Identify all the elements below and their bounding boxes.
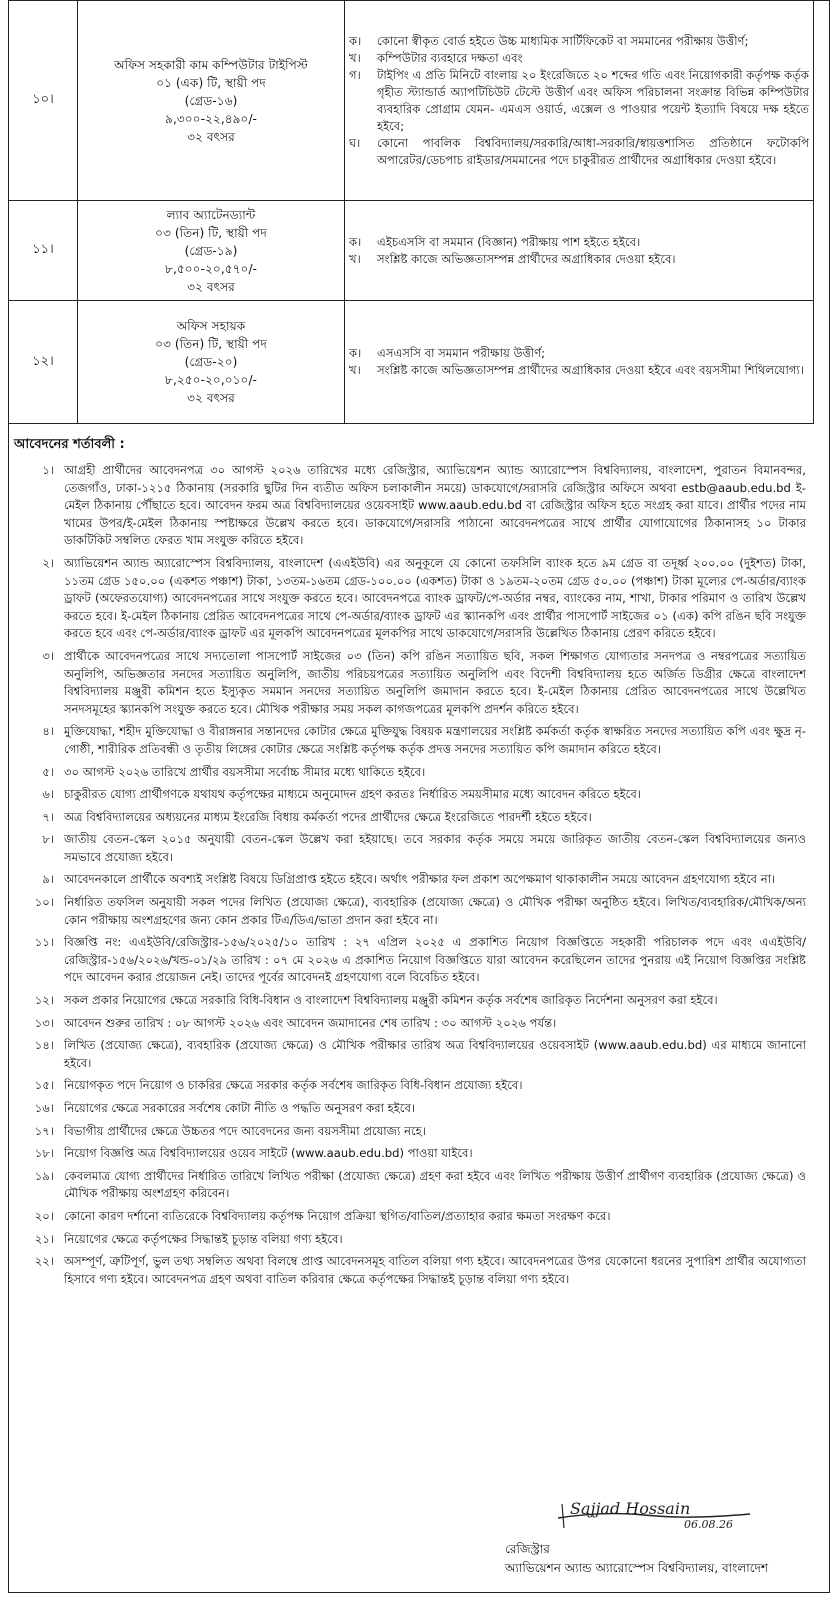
post-scale: ৯,৩০০-২২,৪৯০/- — [165, 111, 257, 126]
requirement — [349, 67, 809, 135]
requirement-text: এইচএসসি বা সমমান (বিজ্ঞান) পরীক্ষায় পাশ হইতে হইবে। — [377, 234, 641, 249]
requirement-text: কোনো পাবলিক বিশ্ববিদ্যালয়/সরকারি/আধা-সরকারি/স্বায়ত্তশাসিত প্রতিষ্ঠানে ফটোকপি অপারেটর/ডেচপাচ রাইডার/সমমানের পদে চাকুরীরত প্রার্থীদের অগ্রাধিকার দেওয়া হইবে। — [377, 135, 809, 167]
condition-item — [14, 723, 814, 758]
requirement-marker: ক। — [349, 33, 362, 48]
post-number: ১০। — [9, 1, 78, 201]
requirement-text: সংশ্লিষ্ট কাজে অভিজ্ঞতাসম্পন্ন প্রার্থীদের অগ্রাধিকার দেওয়া হইবে। — [377, 251, 676, 266]
condition-item — [14, 1231, 814, 1249]
post-details — [78, 201, 345, 301]
condition-number: ২২। — [34, 1254, 54, 1269]
post-requirements — [345, 301, 814, 424]
condition-text: লিখিত (প্রযোজ্য ক্ষেত্রে), ব্যবহারিক (প্রযোজ্য ক্ষেত্রে) ও মৌখিক পরীক্ষার তারিখ অত্র বিশ্ববিদ্যালয়ের ওয়েবসাইট (www.aaub.edu.bd) এর মাধ্যমে জানানো হইবে। — [64, 1038, 806, 1070]
condition-number: ১। — [42, 463, 54, 477]
condition-number: ৫। — [42, 764, 54, 779]
signer-organization: অ্যাভিয়েশন অ্যান্ড অ্যারোস্পেস বিশ্ববিদ্যালয়, বাংলাদেশ — [505, 1561, 768, 1575]
condition-item — [14, 831, 814, 866]
condition-number: ১২। — [34, 993, 54, 1008]
condition-item — [14, 764, 814, 782]
conditions-heading: আবেদনের শর্তাবলী : — [14, 437, 125, 452]
post-number: ১২। — [9, 301, 78, 424]
post-name: ল্যাব অ্যাটেনড্যান্ট — [166, 207, 256, 222]
requirement — [349, 50, 809, 67]
condition-text: অ্যাভিয়েশন অ্যান্ড অ্যারোস্পেস বিশ্ববিদ্যালয়, বাংলাদেশ (এএইউবি) এর অনুকূলে যে কোনো তফসিলি ব্যাংক হতে ৯ম গ্রেড বা তদূর্ধ্ব ২০০.০০ (দুইশত) টাকা, ১১তম গ্রেড ১৫০.০০ (একশত পঞ্চাশ) টাকা, ১৩তম-১৬তম গ্রেড-১০০.০০ (একশত) টাকা ও ১৯তম-২০তম গ্রেড ৫০.০০ (পঞ্চাশ) টাকা মূল্যের পে-অর্ডার/ব্যাংক ড্রাফট (অফেরতযোগ্য) আবেদনপত্রের সাথে সংযুক্ত করতে হবে। আবেদনপত্রে ব্যাংক ড্রাফট/পে-অর্ডার নম্বর, ব্যাংকের নাম, শাখা, টাকার পরিমাণ ও তারিখ উল্লেখ করতে হবে। ই-মেইল ঠিকানায় প্রেরিত আবেদনপত্রের সাথে পে-অর্ডার/ব্যাংক ড্রাফট এর স্ক্যানকপি এবং প্রার্থীর পাসপোর্ট সাইজের ০১ (এক) কপি রঙিন ছবি সংযুক্ত করতে হবে এবং পে-অর্ডার/ব্যাংক ড্রাফট এর মূলকপি আবেদনপত্রের মূলকপির সাথে ডাকযোগে/সরাসরি উল্লেখিত ঠিকানায় প্রেরণ করিতে হইবে। — [64, 555, 807, 641]
condition-number: ১৩। — [34, 1015, 54, 1030]
requirement-text: কম্পিউটার ব্যবহারে দক্ষতা এবং — [377, 50, 523, 65]
post-count: ০৩ (তিন) টি, স্থায়ী পদ — [155, 337, 267, 351]
condition-number: ১০। — [34, 895, 54, 910]
condition-text: নিয়োগকৃত পদে নিয়োগ ও চাকরির ক্ষেত্রে সরকার কর্তৃক সর্বশেষ জারিকৃত বিধি-বিধান প্রযোজ্য হইবে। — [64, 1078, 523, 1093]
condition-number: ২১। — [34, 1231, 54, 1246]
condition-item — [14, 809, 814, 827]
requirement-text: টাইপিং এ প্রতি মিনিটে বাংলায় ২০ ইংরেজিতে ২০ শব্দের গতি এবং নিয়োগকারী কর্তৃপক্ষ কর্তৃক গৃহীত স্ট্যান্ডার্ড অ্যাপটিচিউট টেস্টে উত্তীর্ণ এবং অফিস পরিচালনা সংক্রান্ত বিভিন্ন কম্পিউটার ব্যবহারিক প্রোগ্রাম যেমন- এমএস ওয়ার্ড, এক্সেল ও পাওয়ার পয়েন্ট ইত্যাদি বিষয়ে দক্ষ হইতে হইবে; — [377, 67, 809, 133]
requirement-text: কোনো স্বীকৃত বোর্ড হইতে উচ্চ মাধ্যমিক সার্টিফিকেট বা সমমানের পরীক্ষায় উত্তীর্ণ; — [377, 33, 749, 48]
condition-text: অত্র বিশ্ববিদ্যালয়ের অধ্যয়নের মাধ্যম ইংরেজি বিধায় কর্মকর্তা পদের প্রার্থীদের ক্ষেত্রে ইংরেজিতে পারদর্শী হইতে হইবে। — [64, 809, 592, 824]
condition-text: নিয়োগ বিজ্ঞপ্তি অত্র বিশ্ববিদ্যালয়ের ওয়েব সাইটে (www.aaub.edu.bd) পাওয়া যাইবে। — [64, 1146, 473, 1161]
condition-number: ১৭। — [34, 1123, 54, 1138]
post-grade: (গ্রেড-১৯) — [184, 243, 238, 258]
post-scale: ৮,২৫০-২০,০১০/- — [165, 373, 257, 387]
condition-number: ৯। — [42, 872, 54, 887]
table-row — [9, 201, 814, 301]
post-details — [78, 1, 345, 201]
condition-number: ৭। — [42, 809, 54, 824]
post-name: অফিস সহকারী কাম কম্পিউটার টাইপিস্ট — [114, 57, 308, 72]
condition-item — [14, 1100, 814, 1118]
requirement — [349, 251, 809, 268]
requirement-marker: খ। — [349, 50, 361, 65]
condition-item — [14, 786, 814, 804]
requirement-text: এসএসসি বা সমমান পরীক্ষায় উত্তীর্ণ; — [377, 346, 546, 360]
condition-item — [14, 648, 814, 718]
post-requirements — [345, 1, 814, 201]
condition-text: নিয়োগের ক্ষেত্রে কর্তৃপক্ষের সিদ্ধান্তই চূড়ান্ত বলিয়া গণ্য হইবে। — [64, 1231, 343, 1246]
signer-block — [505, 1540, 768, 1578]
condition-number: ১৪। — [34, 1038, 54, 1053]
signer-title: রেজিস্ট্রার — [505, 1542, 550, 1556]
post-name: অফিস সহায়ক — [176, 319, 246, 333]
conditions-list — [14, 462, 814, 1293]
condition-text: সকল প্রকার নিয়োগের ক্ষেত্রে সরকারি বিধি-বিধান ও বাংলাদেশ বিশ্ববিদ্যালয় মঞ্জুরী কমিশন কর্তৃক সর্বশেষ জারিকৃত নির্দেশনা অনুসরণ করা হইবে। — [64, 993, 718, 1008]
condition-text: আবেদনকালে প্রার্থীকে অবশ্যই সংশ্লিষ্ট বিষয়ে ডিগ্রিপ্রাপ্ত হইতে হইবে। অর্থাৎ পরীক্ষার ফল প্রকাশ অপেক্ষমাণ থাকাকালীন সময়ে আবেদন গ্রহণযোগ্য হইবে না। — [64, 872, 776, 887]
requirement — [349, 362, 809, 379]
handwritten-signature — [554, 1500, 754, 1530]
requirement-marker: ক। — [349, 234, 362, 249]
requirement-marker: খ। — [349, 251, 361, 266]
condition-number: ১৫। — [34, 1078, 54, 1093]
condition-text: নির্ধারিত তফসিল অনুযায়ী সকল পদের লিখিত (প্রযোজ্য ক্ষেত্রে), ব্যবহারিক (প্রযোজ্য ক্ষেত্রে) ও মৌখিক পরীক্ষা অনুষ্ঠিত হইবে। লিখিত/ব্যবহারিক/মৌখিক/অন্য কোন পরীক্ষায় অংশগ্রহণের জন্য কোন প্রকার টিএ/ডিএ/ভাতা প্রদান করা হইবে না। — [64, 895, 806, 927]
requirement — [349, 234, 809, 251]
condition-number: ১৮। — [34, 1146, 54, 1161]
condition-text: প্রার্থীকে আবেদনপত্রের সাথে সদ্যতোলা পাসপোর্ট সাইজের ০৩ (তিন) কপি রঙিন সত্যায়িত ছবি, সকল শিক্ষাগত যোগ্যতার সনদপত্র ও নম্বরপত্রের সত্যায়িত অনুলিপি, অভিজ্ঞতার সনদের সত্যায়িত অনুলিপি, জাতীয় পরিচয়পত্রের সত্যায়িত অনুলিপি এবং বিদেশী বিশ্ববিদ্যালয় হতে অর্জিত ডিগ্রীর ক্ষেত্রে বাংলাদেশ বিশ্ববিদ্যালয় মঞ্জুরী কমিশন হতে ইস্যুকৃত সমমান সনদের সত্যায়িত অনুলিপি জমাদান করতে হবে। ই-মেইল ঠিকানায় প্রেরিত আবেদনপত্রের সাথে উল্লেখিত সনদসমূহের স্ক্যানকপি সংযুক্ত করতে হবে। মৌখিক পরীক্ষার সময় সকল কাগজপত্রের মূলকপি প্রদর্শন করিতে হইবে। — [64, 648, 806, 716]
requirement — [349, 135, 809, 169]
condition-text: বিজ্ঞপ্তি নং: এএইউবি/রেজিস্ট্রার-১৫৬/২০২৫/১০ তারিখ : ২৭ এপ্রিল ২০২৫ এ প্রকাশিত নিয়োগ বিজ্ঞপ্তিতে সহকারী পরিচালক পদে এবং এএইউবি/রেজিস্ট্রার-১৫৬/২০২৬/খন্ড-০১/২৯ তারিখ : ০৭ মে ২০২৬ এ প্রকাশিত নিয়োগ বিজ্ঞপ্তিতে যারা আবেদন করেছিলেন তাদের পুনরায় এই নিয়োগ বিজ্ঞপ্তির সংশ্লিষ্ট পদে আবেদন করার প্রয়োজন নেই। তাদের পূর্বের আবেদনই গ্রহণযোগ্য বলে বিবেচিত হইবে। — [64, 935, 806, 985]
condition-number: ২০। — [34, 1208, 54, 1223]
requirement-marker: গ। — [349, 67, 361, 82]
condition-item — [14, 462, 814, 550]
condition-item — [14, 1208, 814, 1226]
condition-item — [14, 871, 814, 889]
condition-text: চাকুরীরত যোগ্য প্রার্থীগণকে যথাযথ কর্তৃপক্ষের মাধ্যমে অনুমোদন গ্রহণ করতঃ নির্ধারিত সময়সীমার মধ্যে আবেদন করিতে হইবে। — [64, 787, 641, 802]
condition-text: ৩০ আগস্ট ২০২৬ তারিখে প্রার্থীর বয়সসীমা সর্বোচ্চ সীমার মধ্যে থাকিতে হইবে। — [64, 764, 426, 779]
condition-item — [14, 1123, 814, 1141]
condition-item — [14, 992, 814, 1010]
post-requirements — [345, 201, 814, 301]
post-age: ৩২ বৎসর — [187, 391, 235, 405]
condition-item — [14, 934, 814, 987]
condition-number: ১১। — [34, 935, 54, 950]
table-row — [9, 1, 814, 201]
post-number: ১১। — [9, 201, 78, 301]
requirement-marker: ক। — [349, 346, 362, 360]
condition-item — [14, 1168, 814, 1203]
condition-number: ১৯। — [34, 1168, 54, 1183]
condition-item — [14, 1077, 814, 1095]
condition-item — [14, 555, 814, 643]
requirement-text: সংশ্লিষ্ট কাজে অভিজ্ঞতাসম্পন্ন প্রার্থীদের অগ্রাধিকার দেওয়া হইবে এবং বয়সসীমা শিথিলযোগ্য। — [377, 363, 804, 377]
signature-date: 06.08.26 — [684, 1518, 733, 1530]
post-age: ৩২ বৎসর — [187, 279, 235, 294]
post-count: ০১ (এক) টি, স্থায়ী পদ — [156, 75, 266, 90]
condition-number: ৩। — [42, 648, 54, 663]
post-details — [78, 301, 345, 424]
condition-text: কোনো কারণ দর্শানো ব্যতিরেকে বিশ্ববিদ্যালয় কর্তৃপক্ষ নিয়োগ প্রক্রিয়া স্থগিত/বাতিল/প্রত্যাহার করার ক্ষমতা সংরক্ষণ করে। — [64, 1208, 611, 1223]
condition-text: জাতীয় বেতন-স্কেল ২০১৫ অনুযায়ী বেতন-স্কেল উল্লেখ করা হইয়াছে। তবে সরকার কর্তৃক সময়ে সময়ে জারিকৃত জাতীয় বেতন-স্কেল বিশ্ববিদ্যালয়ের জন্যও সমভাবে প্রযোজ্য হইবে। — [64, 832, 806, 864]
post-grade: (গ্রেড-২০) — [184, 355, 238, 369]
condition-text: নিয়োগের ক্ষেত্রে সরকারের সর্বশেষ কোটা নীতি ও পদ্ধতি অনুসরণ করা হইবে। — [64, 1101, 416, 1115]
requirement-marker: ঘ। — [349, 135, 361, 150]
post-count: ০৩ (তিন) টি, স্থায়ী পদ — [155, 225, 267, 240]
condition-number: ৬। — [42, 787, 54, 802]
post-grade: (গ্রেড-১৬) — [184, 93, 238, 108]
condition-number: ৪। — [42, 724, 54, 739]
condition-item — [14, 894, 814, 929]
posts-table — [8, 0, 814, 424]
condition-number: ১৬। — [34, 1101, 54, 1115]
condition-text: মুক্তিযোদ্ধা, শহীদ মুক্তিযোদ্ধা ও বীরাঙ্গনার সন্তানদের কোটার ক্ষেত্রে মুক্তিযুদ্ধ বিষয়ক মন্ত্রণালয়ের সংশ্লিষ্ট কর্মকর্তা কর্তৃক স্বাক্ষরিত সনদের সত্যায়িত কপি এবং ক্ষুদ্র নৃ-গোষ্ঠী, শারীরিক প্রতিবন্ধী ও তৃতীয় লিঙ্গের কোটার ক্ষেত্রে সংশ্লিষ্ট কর্তৃপক্ষ কর্তৃক প্রদত্ত সনদের সত্যায়িত কপি জমাদান করিতে হইবে। — [64, 724, 806, 756]
condition-text: বিভাগীয় প্রার্থীদের ক্ষেত্রে উচ্চতর পদে আবেদনের জন্য বয়সসীমা প্রযোজ্য নহে। — [64, 1123, 426, 1138]
condition-item — [14, 1015, 814, 1033]
post-scale: ৮,৫০০-২০,৫৭০/- — [165, 261, 257, 276]
requirement — [349, 345, 809, 362]
post-age: ৩২ বৎসর — [187, 129, 235, 144]
condition-number: ২। — [42, 555, 54, 570]
condition-item — [14, 1037, 814, 1072]
condition-number: ৮। — [42, 832, 54, 847]
condition-text: কেবলমাত্র যোগ্য প্রার্থীদের নির্ধারিত তারিখে লিখিত পরীক্ষা (প্রযোজ্য ক্ষেত্রে) গ্রহণ করা হইবে এবং লিখিত পরীক্ষায় উত্তীর্ণ প্রার্থীগণ ব্যবহারিক (প্রযোজ্য ক্ষেত্রে) ও মৌখিক পরীক্ষায় অংশগ্রহণ করিবেন। — [64, 1168, 806, 1201]
requirement — [349, 33, 809, 50]
condition-text: অসম্পূর্ণ, ত্রুটিপূর্ণ, ভুল তথ্য সম্বলিত অথবা বিলম্বে প্রাপ্ত আবেদনসমূহ বাতিল বলিয়া গণ্য হইবে। আবেদনপত্রের উপর যেকোনো ধরনের সুপারিশ প্রার্থীর অযোগ্যতা হিসাবে গণ্য হইবে। আবেদনপত্র গ্রহণ অথবা বাতিল করিবার ক্ষেত্রে কর্তৃপক্ষের সিদ্ধান্তই চূড়ান্ত বলিয়া গণ্য হইবে। — [64, 1254, 806, 1286]
condition-text: আবেদন শুরুর তারিখ : ০৮ আগস্ট ২০২৬ এবং আবেদন জমাদানের শেষ তারিখ : ৩০ আগস্ট ২০২৬ পর্যন্ত। — [64, 1015, 557, 1030]
condition-item — [14, 1253, 814, 1288]
condition-item — [14, 1145, 814, 1163]
condition-text: আগ্রহী প্রার্থীদের আবেদনপত্র ৩০ আগস্ট ২০২৬ তারিখের মধ্যে রেজিস্ট্রার, অ্যাভিয়েশন অ্যান্ড অ্যারোস্পেস বিশ্ববিদ্যালয়, বাংলাদেশ, পুরাতন বিমানবন্দর, তেজগাঁও, ঢাকা-১২১৫ ঠিকানায় (সরকারি ছুটির দিন ব্যতীত অফিস চলাকালীন সময়ে) ডাকযোগে/সরাসরি রেজিস্ট্রার অফিসে অথবা estb@aaub.edu.bd ই-মেইল ঠিকানায় পৌঁছাতে হবে। আবেদন ফরম অত্র বিশ্ববিদ্যালয়ের ওয়েবসাইট www.aaub.edu.bd বা রেজিস্ট্রার অফিস হতে সংগ্রহ করা যাবে। প্রার্থীর পদের নাম খামের উপর/ই-মেইল ঠিকানায় স্পষ্টাক্ষরে উল্লেখ করতে হবে। ডাকযোগে/সরাসরি পাঠানো আবেদনপত্রের সাথে প্রার্থীর যোগাযোগের ঠিকানাসহ ১০ টাকার ডাকটিকিট সম্বলিত ফেরত খাম সংযুক্ত করিতে হইবে। — [64, 463, 806, 548]
signature-name: Sajjad Hossain — [570, 1500, 691, 1518]
table-row — [9, 301, 814, 424]
requirement-marker: খ। — [349, 363, 361, 377]
